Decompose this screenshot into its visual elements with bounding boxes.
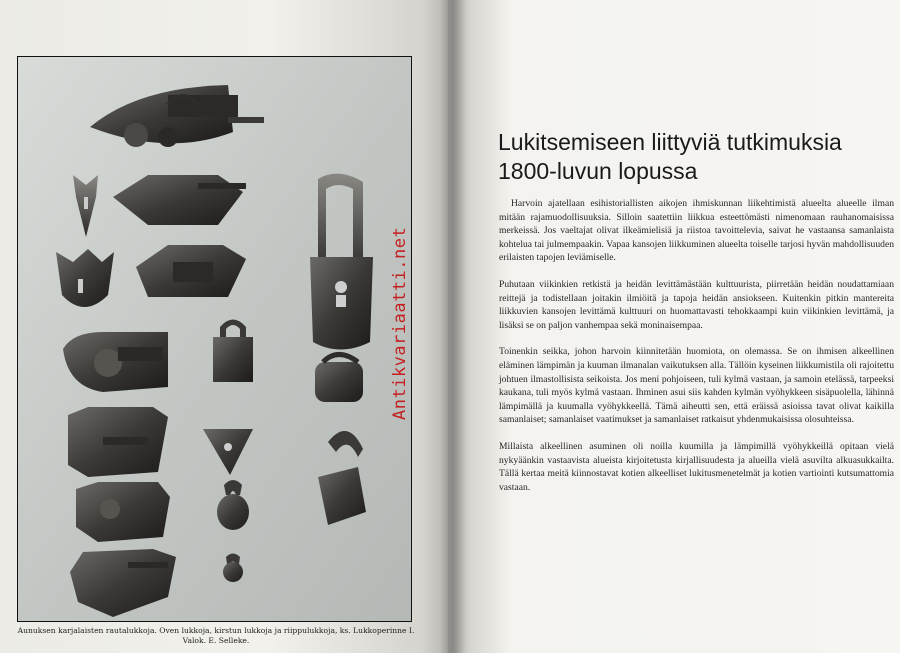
book-gutter bbox=[440, 0, 466, 653]
chapter-body bbox=[499, 197, 894, 507]
paragraph-4: Millaista alkeellinen asuminen oli noilla kuumilla ja lämpimillä vyöhykkeillä opitaan vielä nykyäänkin vastaavista alueista kirjoitetusta kirjallisuudesta ja alueilla vielä asuvilta alkuasukkailta. Tällä kertaa meitä kiinnostavat kotien alkeelliset lukitusmenetelmät ja kotien vartiointi kutsumattomia vastaan. bbox=[499, 440, 894, 493]
paragraph-2: Puhutaan viikinkien retkistä ja heidän levittämästään kulttuurista, piirretään heidän noudattamiaan reittejä ja todistellaan joitakin ilmiöitä ja tapoja heidän ansiokseen. Kuitenkin pitkin mantereita liikkuvien kansojen levittämä kulttuuri on huomattavasti tehokkaampi kuin viikinkien levittämä, ja lisäksi se on paljon vanhempaa sekä moninaisempaa. bbox=[499, 278, 894, 331]
locks-photograph bbox=[17, 56, 412, 622]
chest-lock-3 bbox=[68, 407, 168, 477]
watermark: Antikvariaatti.net bbox=[390, 226, 410, 420]
paragraph-1: Harvoin ajatellaan esihistoriallisten aikojen ihmiskunnan liikehtimistä alueelta alueelle ilman mitään rajamuodollisuuksia. Silloin saatettiin liikkua esteettömästi nimenomaan rauhanomaisissa merkeissä. Jos vaeltajat olivat ilkeämielisiä ja riistoa tavoittelevia, saivat he vastaansa samanlaista kohtelua tai julmempaakin. Vapaa kansojen liikkuminen alueelta toiselle tarjosi hyvän mahdollisuuden erilaisten tapojen leviämiselle. bbox=[499, 198, 894, 264]
locks-illustration bbox=[18, 57, 412, 622]
paragraph-3: Toinenkin seikka, johon harvoin kiinnitetään huomiota, on olemassa. Se on ihmisen alkeellinen eläminen lämpimän ja kuuman ilmanalan vaikutuksen alla. Tällöin kyseinen liikkumistila oli rajoitettu johtuen ilmastollisista seikoista. Jos meni pohjoiseen, tuli kylmä vastaan, ja samoin etelässä, tarpeeksi kaukana, tuli myös kylmä vastaan. Ihminen asui siis kahden kylmän vyöhykkeen sisäpuolella, lähinnä lämpimällä ja kuumalla vyöhykkeellä. Tämä aiheutti sen, että eräissä asioissa tavat olivat kaikilla samanlaiset; samanlaiset vaatimukset ja samanlaiset ratkaisut yhdenmukaisissa olosuhteissa. bbox=[499, 346, 894, 426]
photo-caption: Aunuksen karjalaisten rautalukkoja. Oven lukkoja, kirstun lukkoja ja riippulukkoja, ks. Lukkoperinne I. Valok. E. Selleke. bbox=[17, 626, 415, 645]
chest-lock-4 bbox=[76, 482, 170, 542]
left-page bbox=[0, 0, 448, 653]
chapter-heading: Lukitsemiseen liittyviä tutkimuksia 1800-luvun lopussa bbox=[498, 129, 842, 184]
